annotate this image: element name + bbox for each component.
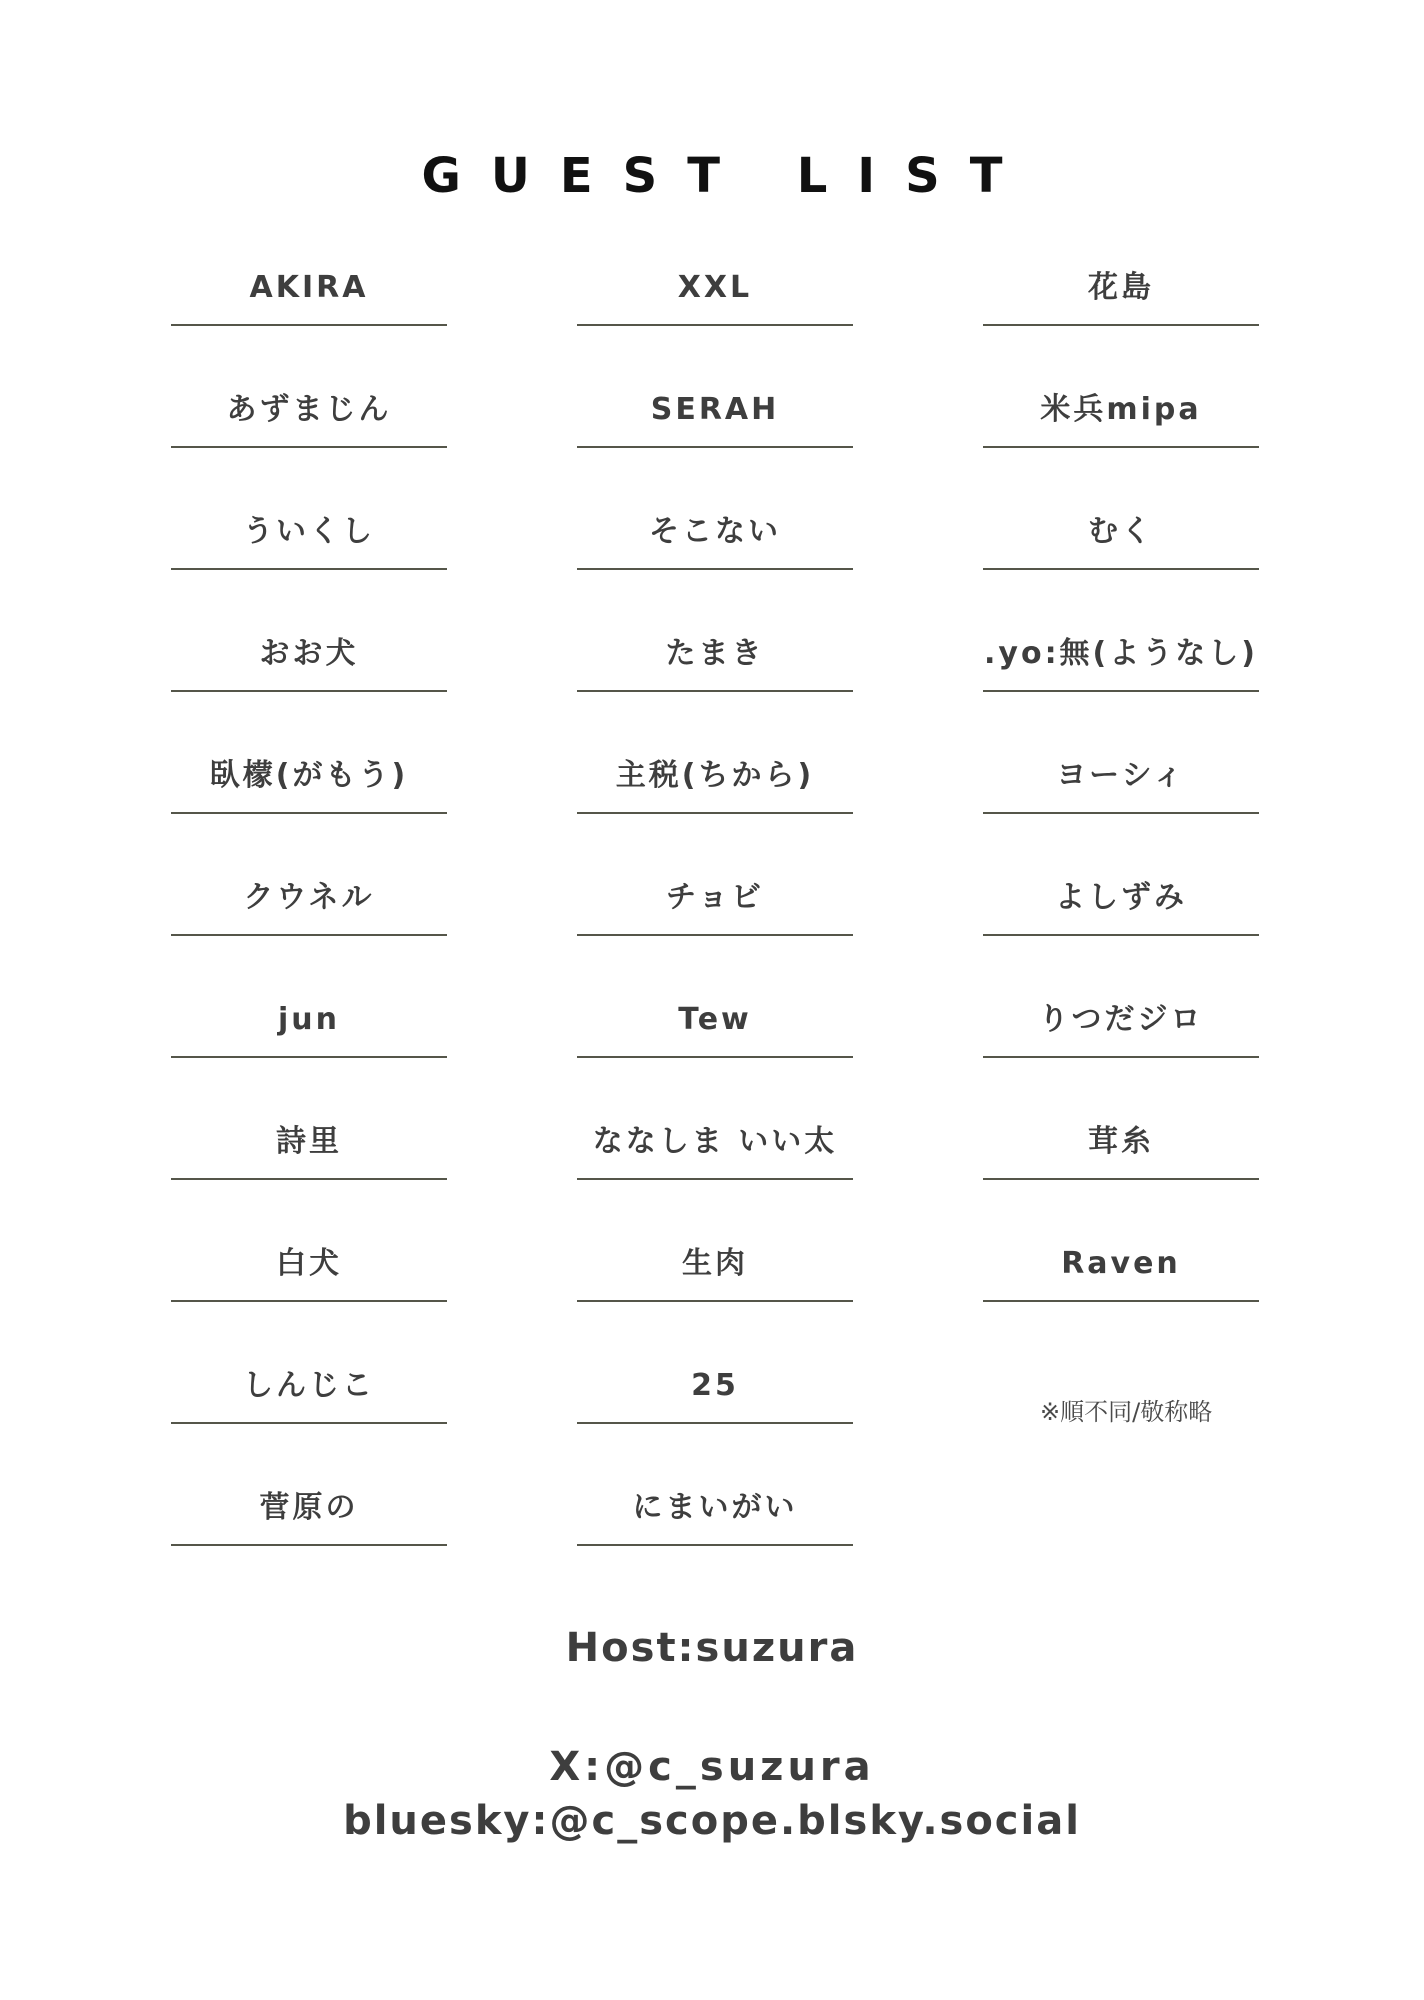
guest-name: チョビ [665, 880, 765, 915]
guest-name: Tew [678, 1002, 752, 1037]
bluesky-handle: bluesky:@c_scope.blsky.social [343, 1798, 1081, 1844]
guest-name: Raven [1061, 1246, 1181, 1281]
guest-slot [983, 692, 1259, 814]
underline [983, 1300, 1259, 1302]
guest-slot [171, 936, 447, 1058]
guest-name: 茸糸 [1088, 1124, 1154, 1159]
guest-slot [171, 1180, 447, 1302]
guest-slot [577, 1302, 853, 1424]
guest-slot [983, 448, 1259, 570]
guest-slot [983, 814, 1259, 936]
guest-name: そこない [649, 514, 781, 549]
guest-name: 生肉 [682, 1246, 748, 1281]
guest-slot [577, 936, 853, 1058]
guest-slot [171, 1424, 447, 1546]
guest-name: 25 [691, 1368, 739, 1403]
guest-name: にまいがい [632, 1490, 798, 1525]
guest-slot [983, 1058, 1259, 1180]
guest-name: あずまじん [226, 392, 392, 427]
guest-slot [577, 692, 853, 814]
guest-name: 花島 [1088, 270, 1154, 305]
guest-name: 菅原の [259, 1490, 359, 1525]
page-title: GUEST LIST [421, 148, 1033, 204]
guest-name: ういくし [243, 514, 375, 549]
underline [171, 1544, 447, 1546]
guest-name: りつだジロ [1038, 1002, 1204, 1037]
guest-name: AKIRA [249, 270, 369, 305]
guest-name: XXL [677, 270, 753, 305]
guest-slot [171, 814, 447, 936]
guest-slot [577, 570, 853, 692]
guest-slot [171, 692, 447, 814]
guest-name: ヨーシィ [1056, 758, 1186, 793]
guest-slot [577, 448, 853, 570]
guest-slot [983, 570, 1259, 692]
guest-name: 詩里 [276, 1124, 342, 1159]
guest-name: SERAH [650, 392, 780, 427]
x-handle: X:@c_suzura [549, 1744, 875, 1790]
guest-slot [577, 1058, 853, 1180]
guest-slot [171, 1058, 447, 1180]
guest-name: 白犬 [276, 1246, 342, 1281]
guest-name: jun [278, 1002, 340, 1037]
guest-name: ななしま いい太 [592, 1124, 838, 1159]
guest-name: 主税(ちから) [615, 758, 815, 793]
guest-name: .yo:無(ようなし) [984, 636, 1258, 671]
guest-slot [983, 936, 1259, 1058]
guest-name: むく [1088, 514, 1154, 549]
guest-slot [577, 1424, 853, 1546]
guest-slot [577, 204, 853, 326]
guest-slot [171, 204, 447, 326]
guest-slot [171, 1302, 447, 1424]
host-label: Host:suzura [565, 1625, 859, 1671]
guest-slot [171, 570, 447, 692]
guest-slot [983, 204, 1259, 326]
guest-slot [577, 1180, 853, 1302]
guest-name: クウネル [243, 880, 375, 915]
guest-name: 米兵mipa [1040, 392, 1202, 427]
guest-slot [171, 326, 447, 448]
guest-slot [577, 326, 853, 448]
guest-slot [983, 326, 1259, 448]
guest-slot [577, 814, 853, 936]
guest-name: たまき [665, 636, 765, 671]
underline [577, 1544, 853, 1546]
guest-name: しんじこ [243, 1368, 375, 1403]
guest-slot [983, 1180, 1259, 1302]
guest-name: よしずみ [1055, 880, 1187, 915]
order-note: ※順不同/敬称略 [1040, 1398, 1213, 1426]
guest-name: 臥檬(がもう) [209, 758, 409, 793]
guest-name: おお犬 [259, 636, 359, 671]
guest-slot [171, 448, 447, 570]
